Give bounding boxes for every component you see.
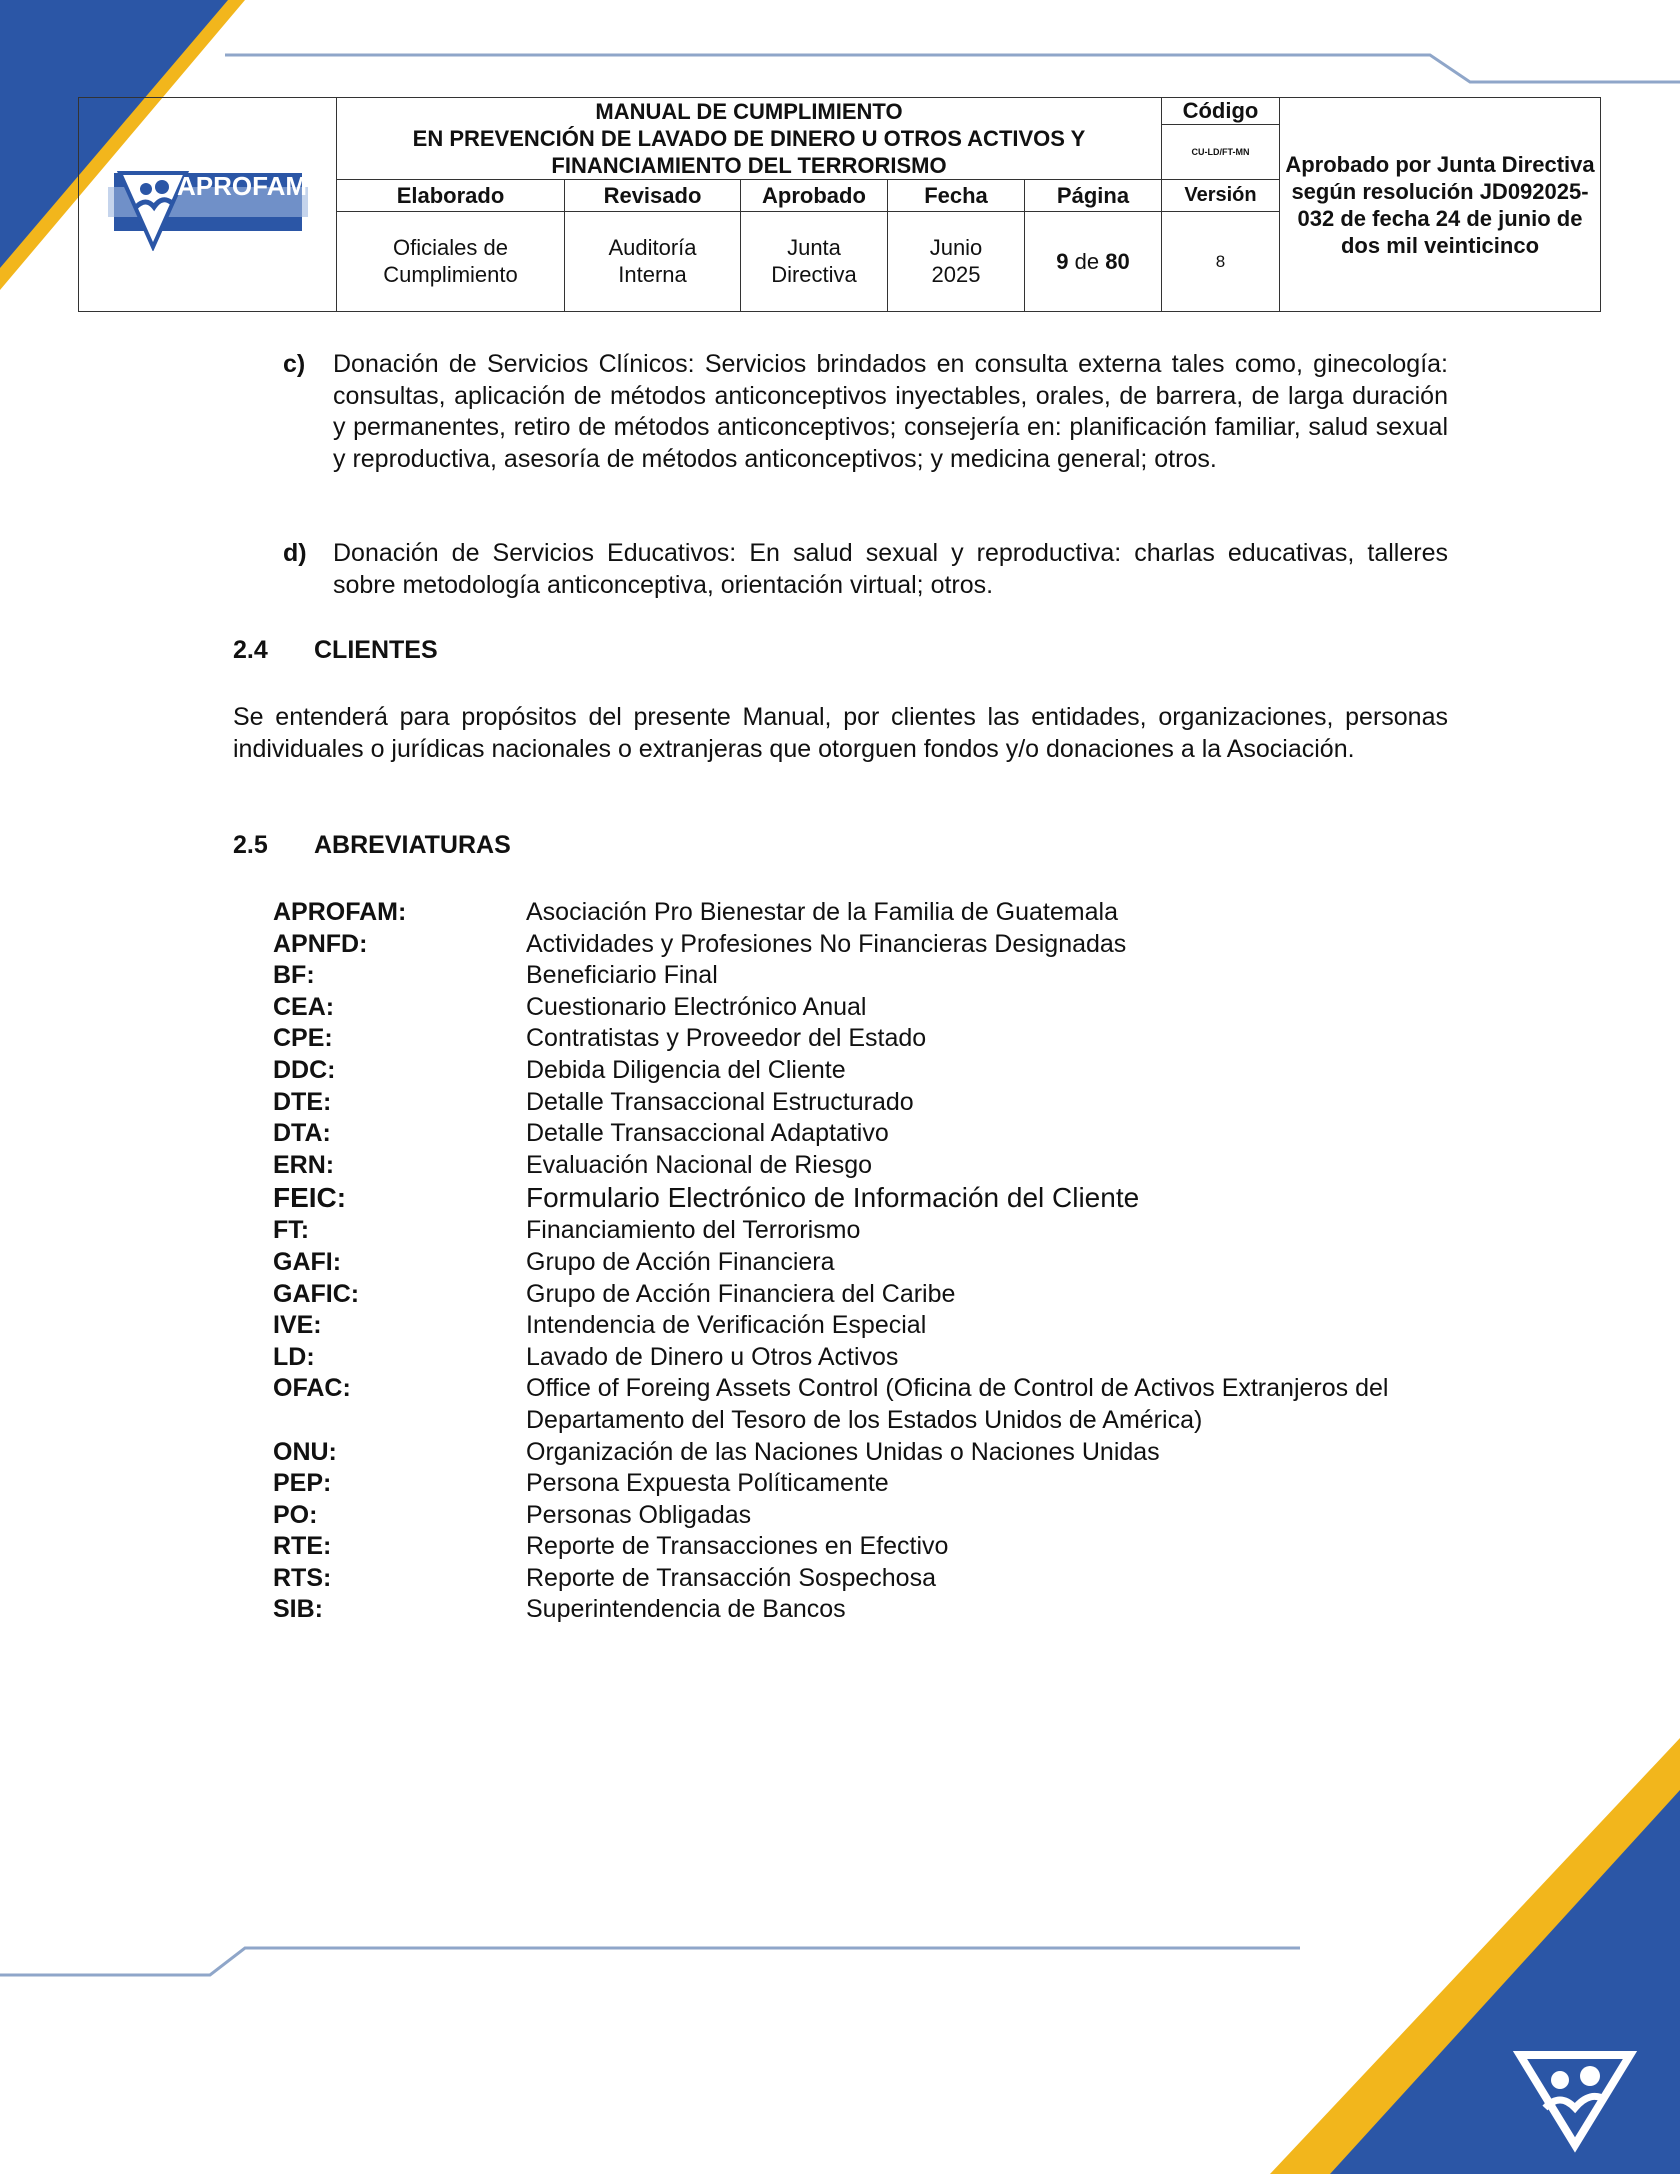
col-fecha: Fecha	[888, 180, 1025, 211]
abbreviation-meaning: Detalle Transaccional Estructurado	[526, 1087, 914, 1116]
logo-cell	[79, 98, 337, 312]
val-pagina	[1025, 211, 1162, 311]
val-fecha	[888, 211, 1025, 311]
abbreviation: PO:	[273, 1500, 318, 1529]
fecha-line-2: 2025	[931, 262, 981, 288]
abbreviation-meaning: Formulario Electrónico de Información del Cliente	[526, 1182, 1140, 1214]
codigo-label: Código	[1162, 98, 1279, 125]
abbreviation-row	[273, 1055, 1453, 1087]
aprofam-logo	[108, 159, 308, 251]
section-title: ABREVIATURAS	[314, 831, 511, 859]
list-item-text: Donación de Servicios Clínicos: Servicios brindados en consulta externa tales como, ginecología: consultas, aplicación de métodos anticonceptivos inyectables, orales, de barrera, de larga duración y permanentes, retiro de métodos anticonceptivos; consejería en: planificación familiar, salud sexual y reproductiva, asesoría de métodos anticonceptivos; y medicina general; otros.	[333, 350, 1448, 473]
abbreviation-row	[273, 1500, 1453, 1532]
list-item-label: c)	[283, 350, 306, 378]
val-revisado	[565, 211, 741, 311]
col-version: Versión	[1162, 180, 1280, 211]
abbreviation-meaning: Actividades y Profesiones No Financieras Designadas	[526, 929, 1127, 958]
top-rule	[225, 55, 1680, 82]
section-title: CLIENTES	[314, 636, 438, 664]
abbreviation-row	[273, 1342, 1453, 1374]
abbreviation-meaning: Reporte de Transacción Sospechosa	[526, 1563, 936, 1592]
abbreviation-meaning: Lavado de Dinero u Otros Activos	[526, 1342, 899, 1371]
abbreviation-row	[273, 1118, 1453, 1150]
abbreviation-meaning: Beneficiario Final	[526, 961, 718, 990]
section-heading-abreviaturas	[233, 831, 511, 860]
abbreviation-meaning: Intendencia de Verificación Especial	[526, 1311, 927, 1340]
abbreviation: CEA:	[273, 992, 335, 1021]
abbreviation-row	[273, 1531, 1453, 1563]
page-of: de	[1074, 248, 1100, 274]
section-number: 2.4	[233, 636, 268, 664]
abbreviation: PEP:	[273, 1469, 332, 1498]
val-elaborado	[337, 211, 565, 311]
abbreviation-row	[273, 929, 1453, 961]
abbreviation-row	[273, 897, 1453, 929]
abbreviation-row	[273, 1310, 1453, 1342]
aprobado-line-1: Junta	[787, 235, 841, 261]
abbreviation-meaning: Organización de las Naciones Unidas o Naciones Unidas	[526, 1437, 1160, 1466]
manual-title	[337, 98, 1162, 180]
abbreviation-meaning: Debida Diligencia del Cliente	[526, 1055, 846, 1084]
page-total: 80	[1105, 248, 1130, 274]
abbreviation: APNFD:	[273, 929, 368, 958]
abbreviation-row	[273, 1087, 1453, 1119]
abbreviation: DTA:	[273, 1119, 331, 1148]
list-item-d	[233, 538, 1448, 601]
abbreviation: GAFI:	[273, 1247, 342, 1276]
abbreviation-row	[273, 1181, 1453, 1215]
codigo-value: CU-LD/FT-MN	[1191, 147, 1250, 158]
title-line-2: EN PREVENCIÓN DE LAVADO DE DINERO U OTROS ACTIVOS Y	[412, 126, 1086, 152]
page-current: 9	[1056, 248, 1069, 274]
abbreviation-row	[273, 1150, 1453, 1182]
abbreviation-meaning: Financiamiento del Terrorismo	[526, 1216, 861, 1245]
abbreviation: SIB:	[273, 1595, 323, 1624]
approval-note: Aprobado por Junta Directiva según resolución JD092025-032 de fecha 24 de junio de dos mil veinticinco	[1280, 98, 1601, 312]
fecha-line-1: Junio	[929, 235, 983, 261]
abbreviation: RTE:	[273, 1532, 332, 1561]
abbreviation-meaning: Grupo de Acción Financiera	[526, 1247, 835, 1276]
abbreviation: BF:	[273, 961, 315, 990]
elaborado-line-1: Oficiales de	[393, 235, 508, 261]
title-line-3: FINANCIAMIENTO DEL TERRORISMO	[551, 153, 947, 179]
logo-text: APROFAM	[176, 170, 307, 201]
list-item-text: Donación de Servicios Educativos: En salud sexual y reproductiva: charlas educativas, talleres sobre metodología anticonceptiva, orientación virtual; otros.	[333, 539, 1448, 599]
abbreviation-meaning: Personas Obligadas	[526, 1500, 752, 1529]
abbreviation: GAFIC:	[273, 1279, 360, 1308]
aprobado-line-2: Directiva	[771, 262, 857, 288]
abbreviation-meaning: Persona Expuesta Políticamente	[526, 1469, 889, 1498]
revisado-line-2: Interna	[618, 262, 687, 288]
abbreviation: FT:	[273, 1216, 310, 1245]
bottom-rule	[0, 1948, 1300, 1975]
abbreviation-meaning: Office of Foreing Assets Control (Oficina de Control de Activos Extranjeros del Departamento del Tesoro de los Estados Unidos de América)	[526, 1374, 1389, 1434]
abbreviation-row	[273, 1594, 1453, 1626]
abbreviation-row	[273, 1468, 1453, 1500]
abbreviation: CPE:	[273, 1024, 333, 1053]
abbreviation-row	[273, 1279, 1453, 1311]
abbreviation-row	[273, 1215, 1453, 1247]
abbreviation-meaning: Contratistas y Proveedor del Estado	[526, 1024, 927, 1053]
abbreviation-meaning: Cuestionario Electrónico Anual	[526, 992, 867, 1021]
list-item-c	[233, 349, 1448, 475]
abbreviation: ERN:	[273, 1150, 335, 1179]
abbreviation-meaning: Asociación Pro Bienestar de la Familia de Guatemala	[526, 898, 1118, 926]
abbreviation-meaning: Grupo de Acción Financiera del Caribe	[526, 1279, 956, 1308]
abbreviation-meaning: Reporte de Transacciones en Efectivo	[526, 1532, 949, 1561]
abbreviation-meaning: Superintendencia de Bancos	[526, 1595, 846, 1624]
val-version: 8	[1162, 211, 1280, 311]
abbreviation: FEIC:	[273, 1182, 347, 1214]
col-elaborado: Elaborado	[337, 180, 565, 211]
abbreviation: OFAC:	[273, 1374, 351, 1403]
abbreviation: IVE:	[273, 1311, 322, 1340]
elaborado-line-2: Cumplimiento	[383, 262, 518, 288]
abbreviation-row	[273, 1023, 1453, 1055]
title-line-1: MANUAL DE CUMPLIMIENTO	[595, 99, 903, 125]
col-aprobado: Aprobado	[741, 180, 888, 211]
revisado-line-1: Auditoría	[608, 235, 697, 261]
abbreviation-row	[273, 1563, 1453, 1595]
col-revisado: Revisado	[565, 180, 741, 211]
abbreviation-meaning: Evaluación Nacional de Riesgo	[526, 1150, 873, 1179]
abbreviation-row	[273, 1373, 1453, 1436]
abbreviation-row	[273, 1437, 1453, 1469]
abbreviation: DDC:	[273, 1055, 336, 1084]
codigo-cell	[1162, 98, 1280, 180]
abbreviation-meaning: Detalle Transaccional Adaptativo	[526, 1119, 889, 1148]
abbreviation-row	[273, 992, 1453, 1024]
abbreviation: DTE:	[273, 1087, 332, 1116]
abbreviation: ONU:	[273, 1437, 337, 1466]
section-number: 2.5	[233, 831, 268, 859]
val-aprobado	[741, 211, 888, 311]
section-heading-clientes	[233, 636, 438, 665]
abbreviation-row	[273, 960, 1453, 992]
list-item-label: d)	[283, 539, 307, 567]
abbreviation: LD:	[273, 1342, 315, 1371]
abbreviation: RTS:	[273, 1563, 332, 1592]
abbreviation-row	[273, 1247, 1453, 1279]
abbreviation: APROFAM:	[273, 898, 407, 926]
abbreviation-list	[273, 897, 1453, 1626]
document-header	[78, 97, 1601, 312]
col-pagina: Página	[1025, 180, 1162, 211]
clientes-paragraph: Se entenderá para propósitos del presente Manual, por clientes las entidades, organizaciones, personas individuales o jurídicas nacionales o extranjeras que otorguen fondos y/o donaciones a la Asociación.	[233, 703, 1448, 763]
